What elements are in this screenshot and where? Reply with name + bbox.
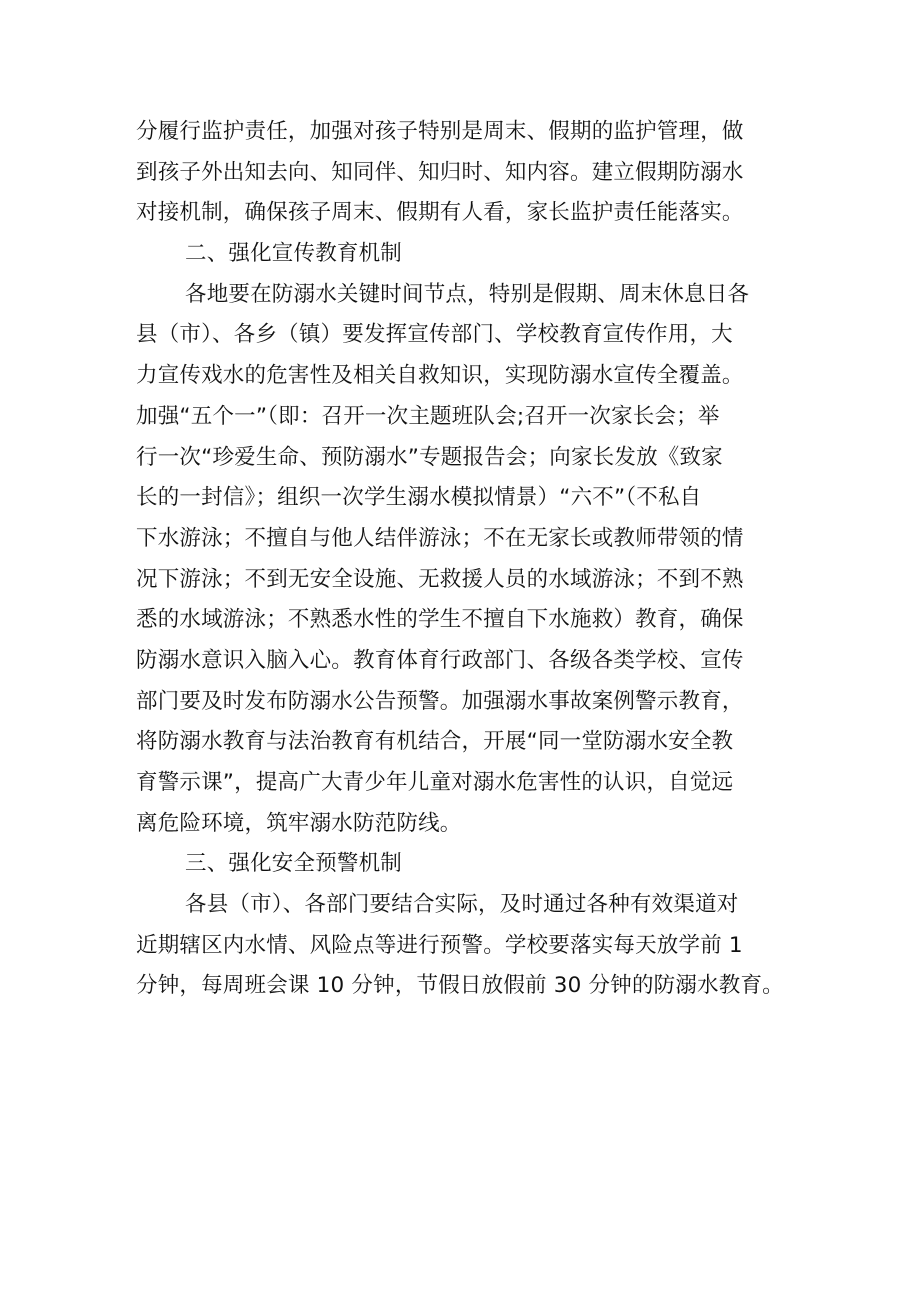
text-line: 各地要在防溺水关键时间节点，特别是假期、周末休息日各	[185, 281, 750, 307]
text-line: 力宣传戏水的危害性及相关自救知识，实现防溺水宣传全覆盖。	[136, 363, 744, 389]
text-line: 县（市）、各乡（镇）要发挥宣传部门、学校教育宣传作用，大	[136, 322, 733, 348]
text-line: 各县（市）、各部门要结合实际，及时通过各种有效渠道对	[185, 892, 739, 918]
text-line: 下水游泳；不擅自与他人结伴游泳；不在无家长或教师带领的情	[136, 525, 744, 551]
section-heading: 三、强化安全预警机制	[185, 851, 403, 877]
text-line: 加强“五个一”（即：召开一次主题班队会;召开一次家长会；举	[136, 403, 720, 429]
text-line: 部门要及时发布防溺水公告预警。加强溺水事故案例警示教育，	[136, 688, 744, 714]
text-line: 对接机制，确保孩子周末、假期有人看，家长监护责任能落实。	[136, 200, 744, 226]
text-line: 育警示课”，提高广大青少年儿童对溺水危害性的认识，自觉远	[136, 770, 734, 795]
text-line: 近期辖区内水情、风险点等进行预警。学校要落实每天放学前 1	[136, 932, 743, 958]
text-line: 将防溺水教育与法治教育有机结合，开展“同一堂防溺水安全教	[136, 729, 734, 755]
text-line: 到孩子外出知去向、知同伴、知归时、知内容。建立假期防溺水	[136, 159, 744, 185]
text-line: 况下游泳；不到无安全设施、无救援人员的水域游泳；不到不熟	[136, 566, 744, 592]
text-line: 行一次“珍爱生命、预防溺水”专题报告会；向家长发放《致家	[136, 444, 723, 470]
text-line: 离危险环境，筑牢溺水防范防线。	[136, 810, 462, 836]
section-heading: 二、强化宣传教育机制	[185, 241, 403, 267]
text-line: 长的一封信》；组织一次学生溺水模拟情景）“六不”（不私自	[136, 485, 702, 511]
text-line: 分履行监护责任，加强对孩子特别是周末、假期的监护管理，做	[136, 119, 744, 144]
document-body	[136, 112, 790, 1007]
text-line: 防溺水意识入脑入心。教育体育行政部门、各级各类学校、宣传	[136, 647, 744, 673]
text-line: 悉的水域游泳；不熟悉水性的学生不擅自下水施救）教育，确保	[136, 607, 744, 633]
text-line: 分钟，每周班会课 10 分钟，节假日放假前 30 分钟的防溺水教育。	[136, 973, 784, 999]
